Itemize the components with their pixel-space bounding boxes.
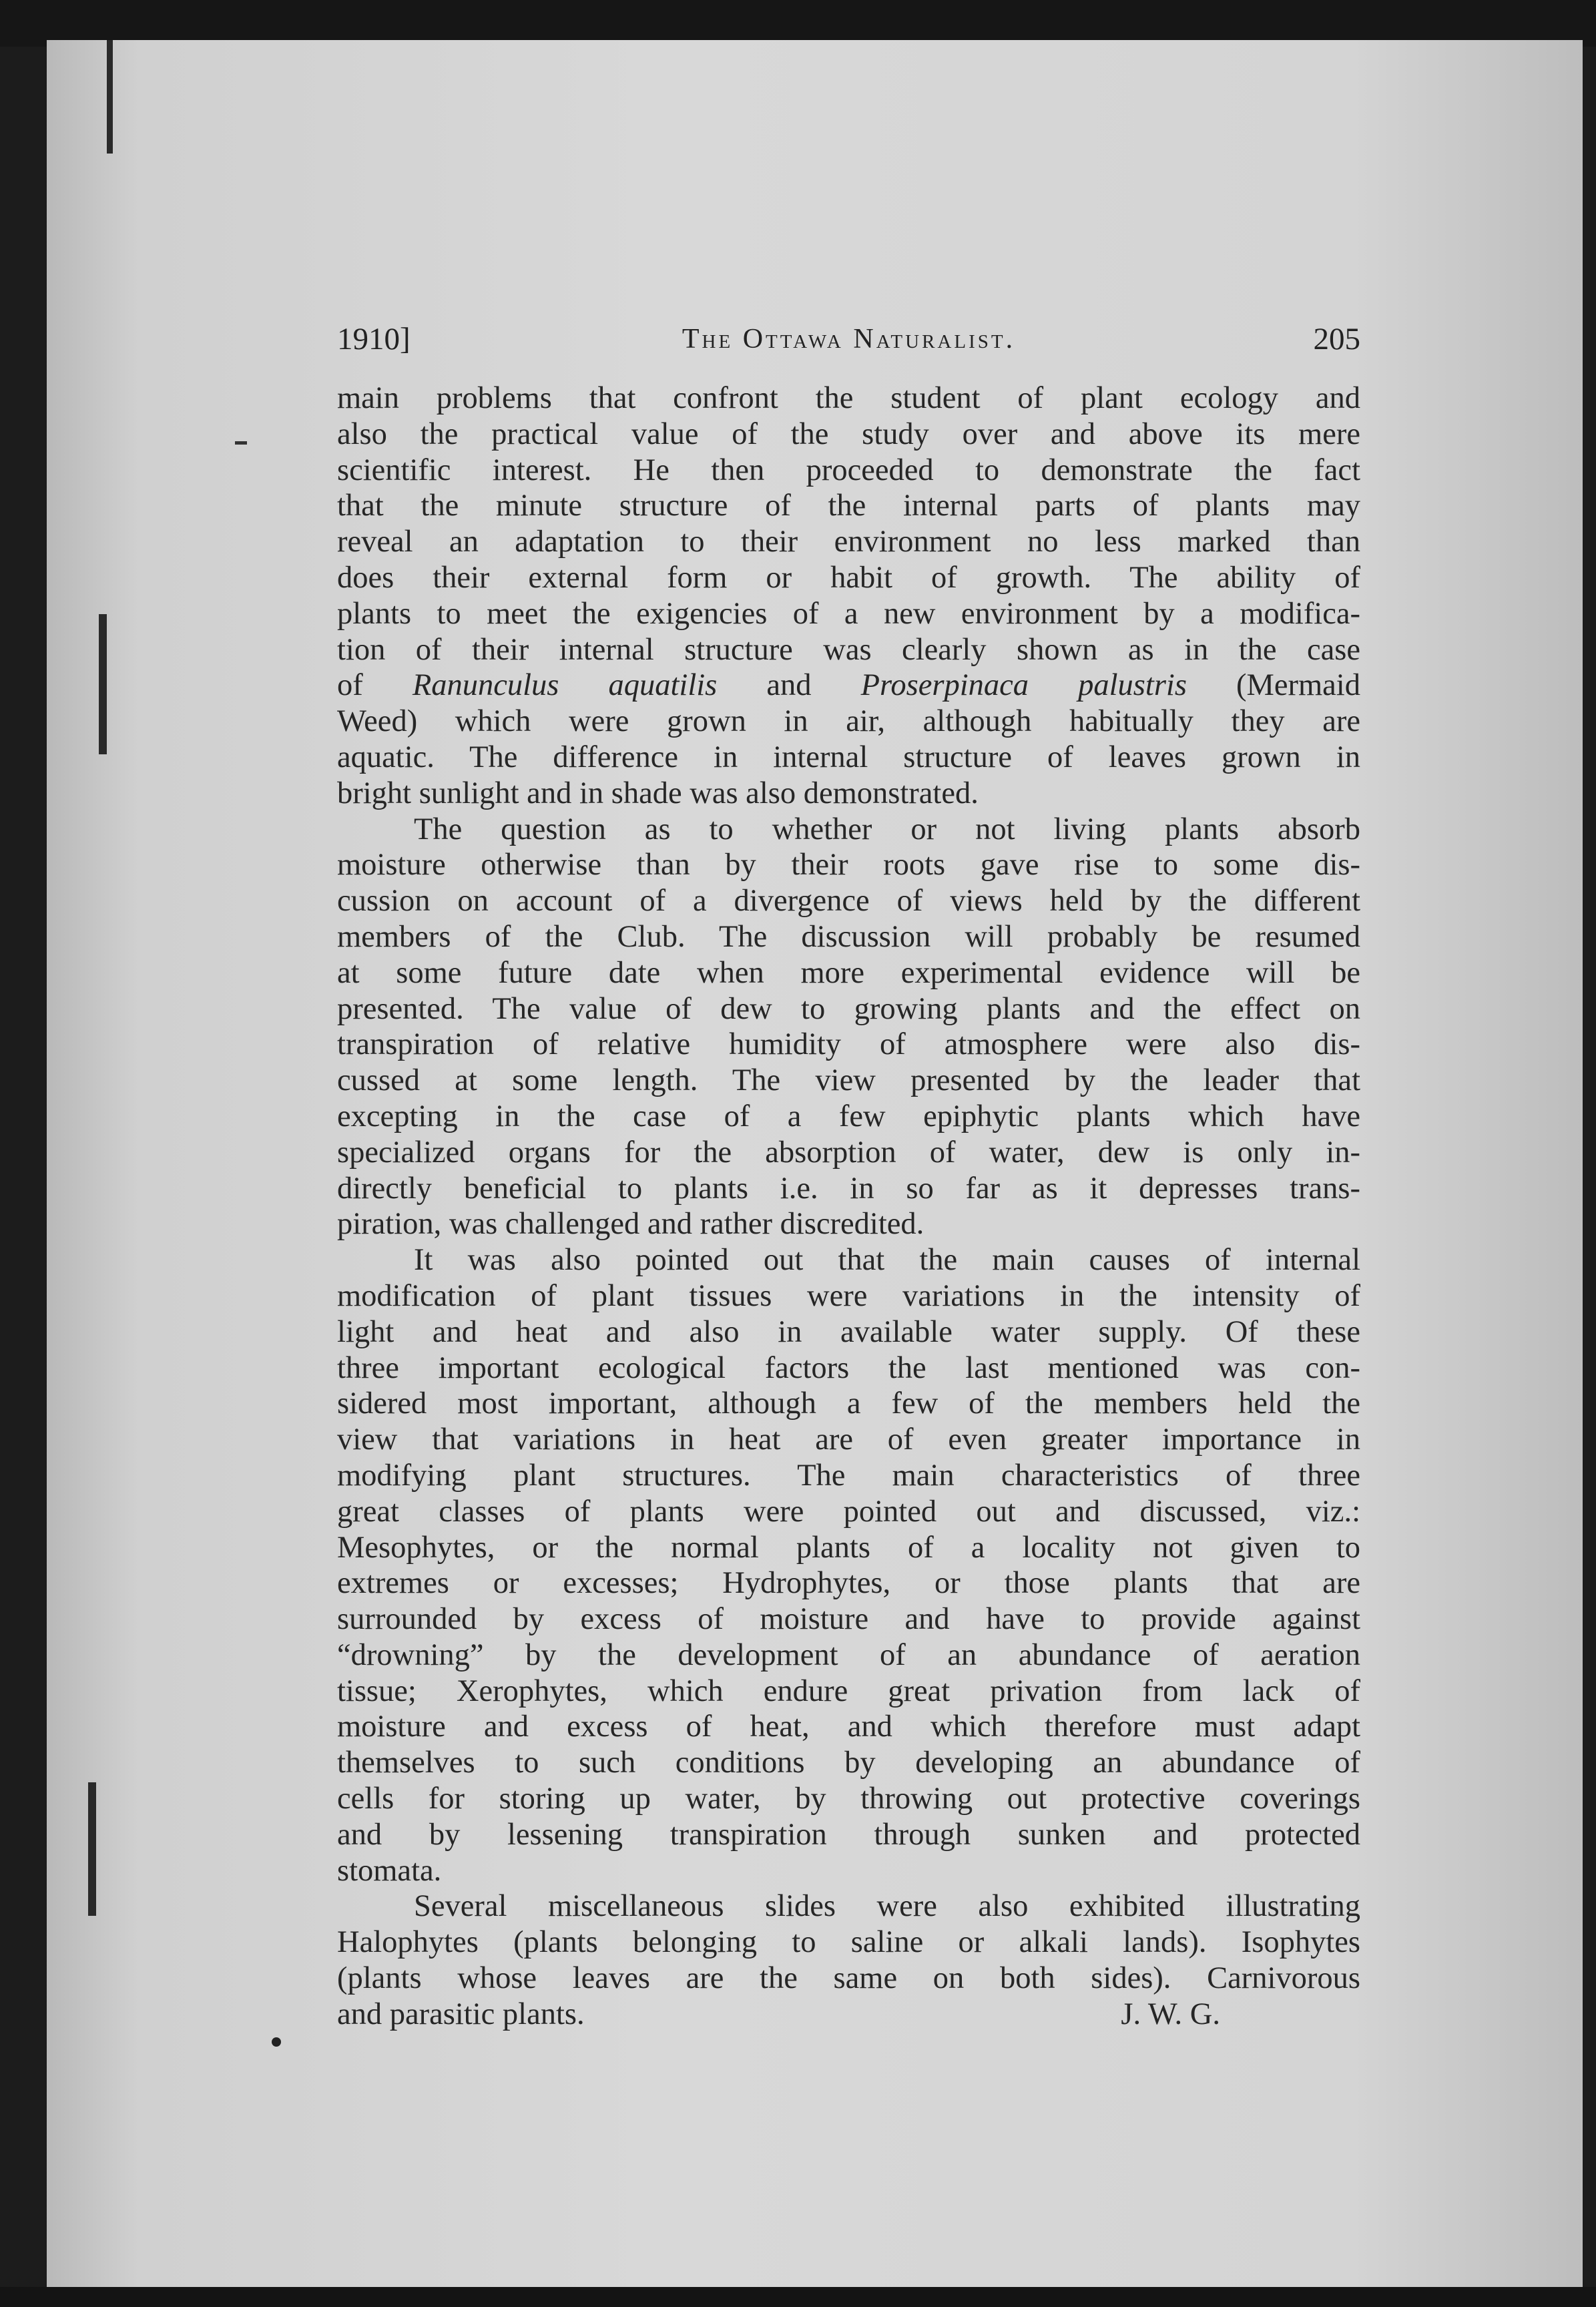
text-run: and bbox=[717, 668, 861, 703]
running-head bbox=[337, 318, 1360, 360]
text-run: directly beneficial to plants i.e. in so far as it depresses trans- bbox=[337, 1171, 1360, 1206]
text-line bbox=[337, 488, 1360, 524]
text-run: piration, was challenged and rather discredited. bbox=[337, 1207, 924, 1242]
text-run: view that variations in heat are of even greater importance in bbox=[337, 1423, 1360, 1457]
text-run: modifying plant structures. The main characteristics of three bbox=[337, 1458, 1360, 1493]
text-line bbox=[337, 1817, 1360, 1853]
ink-speck bbox=[272, 2037, 281, 2047]
text-line bbox=[337, 1314, 1360, 1350]
text-line bbox=[337, 453, 1360, 489]
species-name: Proserpinaca palustris bbox=[860, 668, 1187, 703]
text-run: excepting in the case of a few epiphytic plants which have bbox=[337, 1099, 1360, 1133]
margin-mark bbox=[107, 40, 113, 154]
text-run: aquatic. The difference in internal structure of leaves grown in bbox=[337, 740, 1360, 774]
text-run: stomata. bbox=[337, 1853, 442, 1888]
text-line bbox=[337, 1565, 1360, 1601]
text-line bbox=[337, 1637, 1360, 1674]
text-line bbox=[337, 524, 1360, 560]
text-line bbox=[337, 1888, 1360, 1925]
journal-title: The Ottawa Naturalist. bbox=[682, 324, 1016, 354]
text-line bbox=[337, 1422, 1360, 1458]
text-line bbox=[337, 1674, 1360, 1710]
text-run: surrounded by excess of moisture and have to provide against bbox=[337, 1602, 1360, 1637]
text-run: The question as to whether or not living plants absorb bbox=[414, 812, 1360, 846]
text-line bbox=[337, 1027, 1360, 1063]
text-run: light and heat and also in available water supply. Of these bbox=[337, 1314, 1360, 1349]
text-run: (plants whose leaves are the same on both sides). Carnivorous bbox=[337, 1961, 1360, 1996]
text-run: and by lessening transpiration through sunken and protected bbox=[337, 1817, 1360, 1852]
text-line bbox=[337, 1925, 1360, 1961]
text-run: Halophytes (plants belonging to saline or alkali lands). Isophytes bbox=[337, 1925, 1360, 1960]
text-run: Several miscellaneous slides were also exhibited illustrating bbox=[414, 1889, 1360, 1924]
page-number: 205 bbox=[1313, 322, 1360, 356]
text-line bbox=[337, 1135, 1360, 1171]
text-line bbox=[337, 1745, 1360, 1781]
text-line bbox=[337, 1997, 1360, 2033]
text-line bbox=[337, 1781, 1360, 1817]
text-run: reveal an adaptation to their environment no less marked than bbox=[337, 525, 1360, 559]
text-run: It was also pointed out that the main causes of internal bbox=[414, 1243, 1360, 1278]
text-line bbox=[337, 847, 1360, 883]
text-run: tissue; Xerophytes, which endure great privation from lack of bbox=[337, 1674, 1360, 1708]
text-line bbox=[337, 1601, 1360, 1637]
text-line bbox=[337, 1494, 1360, 1530]
text-line bbox=[337, 1171, 1360, 1207]
text-run: also the practical value of the study over and above its mere bbox=[337, 417, 1360, 451]
text-line bbox=[337, 955, 1360, 991]
margin-mark bbox=[88, 1782, 96, 1916]
text-line bbox=[337, 1386, 1360, 1422]
text-run: Mesophytes, or the normal plants of a locality not given to bbox=[337, 1530, 1360, 1565]
text-run: tion of their internal structure was clearly shown as in the case bbox=[337, 632, 1360, 667]
text-run: members of the Club. The discussion will probably be resumed bbox=[337, 919, 1360, 954]
text-line bbox=[337, 1206, 1360, 1242]
text-line bbox=[337, 1709, 1360, 1745]
article-body bbox=[337, 380, 1360, 2033]
text-line bbox=[337, 740, 1360, 776]
text-line bbox=[337, 1961, 1360, 1997]
text-line bbox=[337, 1278, 1360, 1314]
text-run: scientific interest. He then proceeded to demonstrate the fact bbox=[337, 453, 1360, 487]
text-line bbox=[337, 776, 1360, 812]
text-run: cells for storing up water, by throwing out protective coverings bbox=[337, 1782, 1360, 1816]
text-run: (Mermaid bbox=[1186, 668, 1360, 703]
text-line bbox=[337, 883, 1360, 919]
text-line bbox=[337, 668, 1360, 704]
text-run: extremes or excesses; Hydrophytes, or those plants that are bbox=[337, 1566, 1360, 1601]
text-run: great classes of plants were pointed out and discussed, viz.: bbox=[337, 1494, 1360, 1529]
text-line bbox=[337, 1063, 1360, 1099]
text-line bbox=[337, 1242, 1360, 1278]
text-line bbox=[337, 380, 1360, 417]
text-run: moisture otherwise than by their roots gave rise to some dis- bbox=[337, 848, 1360, 882]
scan-bottom-border bbox=[0, 2287, 1596, 2307]
text-line bbox=[337, 1458, 1360, 1494]
text-line bbox=[337, 417, 1360, 453]
text-run: specialized organs for the absorption of water, dew is only in- bbox=[337, 1135, 1360, 1170]
text-run: modification of plant tissues were variations in the intensity of bbox=[337, 1278, 1360, 1313]
text-line bbox=[337, 560, 1360, 596]
text-run: cussion on account of a divergence of views held by the different bbox=[337, 884, 1360, 919]
text-run: that the minute structure of the internal parts of plants may bbox=[337, 489, 1360, 523]
text-run: transpiration of relative humidity of atmosphere were also dis- bbox=[337, 1027, 1360, 1062]
text-line bbox=[337, 704, 1360, 740]
text-run: sidered most important, although a few of the members held the bbox=[337, 1386, 1360, 1421]
text-run: presented. The value of dew to growing plants and the effect on bbox=[337, 991, 1360, 1026]
text-line bbox=[337, 632, 1360, 668]
text-run: of bbox=[337, 668, 413, 703]
margin-mark bbox=[99, 614, 107, 754]
text-line bbox=[337, 596, 1360, 632]
text-run: moisture and excess of heat, and which therefore must adapt bbox=[337, 1710, 1360, 1744]
header-year: 1910] bbox=[337, 322, 411, 356]
text-run: and parasitic plants. bbox=[337, 1997, 585, 2031]
text-run: “drowning” by the development of an abundance of aeration bbox=[337, 1637, 1360, 1672]
text-line bbox=[337, 1530, 1360, 1566]
text-run: plants to meet the exigencies of a new environment by a modifica- bbox=[337, 596, 1360, 631]
text-line bbox=[337, 1853, 1360, 1889]
text-line bbox=[337, 919, 1360, 955]
text-run: three important ecological factors the last mentioned was con- bbox=[337, 1350, 1360, 1385]
margin-dash bbox=[235, 441, 247, 445]
text-run: themselves to such conditions by developing an abundance of bbox=[337, 1746, 1360, 1780]
text-line bbox=[337, 1099, 1360, 1135]
text-run: does their external form or habit of growth. The ability of bbox=[337, 560, 1360, 595]
text-line bbox=[337, 812, 1360, 848]
text-run: cussed at some length. The view presented by the leader that bbox=[337, 1063, 1360, 1098]
text-line bbox=[337, 991, 1360, 1027]
text-run: at some future date when more experimental evidence will be bbox=[337, 955, 1360, 990]
text-run: main problems that confront the student of plant ecology and bbox=[337, 381, 1360, 415]
text-run: bright sunlight and in shade was also demonstrated. bbox=[337, 776, 979, 810]
text-line bbox=[337, 1350, 1360, 1386]
species-name: Ranunculus aquatilis bbox=[412, 668, 718, 703]
author-initials: J. W. G. bbox=[1121, 1997, 1220, 2031]
text-run: Weed) which were grown in air, although habitually they are bbox=[337, 704, 1360, 739]
